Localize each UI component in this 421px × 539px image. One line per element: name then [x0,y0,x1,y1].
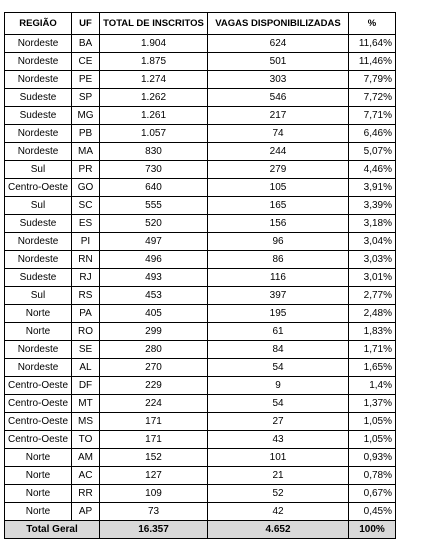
cell-vagas: 54 [208,359,349,377]
cell-vagas: 165 [208,197,349,215]
cell-total-inscritos: 1.262 [100,89,208,107]
cell-vagas: 156 [208,215,349,233]
cell-regiao: Nordeste [5,53,72,71]
cell-vagas: 84 [208,341,349,359]
cell-regiao: Sul [5,287,72,305]
cell-uf: RN [72,251,100,269]
cell-total-inscritos: 171 [100,431,208,449]
cell-total-inscritos: 224 [100,395,208,413]
table-row [5,377,396,395]
table-row [5,413,396,431]
cell-percent: 3,01% [349,269,396,287]
cell-total-inscritos: 1.875 [100,53,208,71]
table-row [5,233,396,251]
cell-total-inscritos: 497 [100,233,208,251]
cell-percent: 1,05% [349,431,396,449]
cell-vagas: 61 [208,323,349,341]
cell-total-inscritos: 299 [100,323,208,341]
cell-uf: MS [72,413,100,431]
table-row [5,431,396,449]
table-row [5,359,396,377]
cell-regiao: Sudeste [5,269,72,287]
table-row [5,125,396,143]
cell-regiao: Centro-Oeste [5,431,72,449]
table-container [4,12,396,539]
table-row [5,485,396,503]
table-row [5,71,396,89]
cell-regiao: Norte [5,323,72,341]
inscritos-table [4,12,396,539]
cell-percent: 1,4% [349,377,396,395]
table-row [5,449,396,467]
cell-vagas: 9 [208,377,349,395]
cell-regiao: Nordeste [5,71,72,89]
cell-percent: 7,71% [349,107,396,125]
cell-total-inscritos: 1.904 [100,35,208,53]
cell-uf: RS [72,287,100,305]
cell-total-inscritos: 1.057 [100,125,208,143]
total-label: Total Geral [5,521,100,539]
cell-total-inscritos: 127 [100,467,208,485]
total-vagas-cell: 4.652 [208,521,349,539]
cell-uf: AC [72,467,100,485]
cell-percent: 1,05% [349,413,396,431]
cell-uf: MA [72,143,100,161]
cell-total-inscritos: 555 [100,197,208,215]
cell-percent: 5,07% [349,143,396,161]
cell-vagas: 96 [208,233,349,251]
total-row [5,521,396,539]
cell-vagas: 52 [208,485,349,503]
cell-total-inscritos: 73 [100,503,208,521]
cell-total-inscritos: 640 [100,179,208,197]
cell-vagas: 27 [208,413,349,431]
table-row [5,269,396,287]
cell-regiao: Nordeste [5,251,72,269]
cell-percent: 0,45% [349,503,396,521]
cell-percent: 6,46% [349,125,396,143]
cell-percent: 0,67% [349,485,396,503]
header-uf: UF [72,13,100,35]
cell-uf: PI [72,233,100,251]
cell-total-inscritos: 1.274 [100,71,208,89]
cell-total-inscritos: 109 [100,485,208,503]
table-body [5,35,396,539]
cell-percent: 3,04% [349,233,396,251]
cell-total-inscritos: 493 [100,269,208,287]
cell-percent: 1,71% [349,341,396,359]
table-row [5,503,396,521]
cell-total-inscritos: 520 [100,215,208,233]
cell-total-inscritos: 229 [100,377,208,395]
cell-percent: 11,46% [349,53,396,71]
cell-regiao: Norte [5,305,72,323]
table-row [5,467,396,485]
table-row [5,35,396,53]
table-row [5,323,396,341]
cell-vagas: 624 [208,35,349,53]
cell-regiao: Norte [5,467,72,485]
cell-percent: 2,77% [349,287,396,305]
cell-percent: 4,46% [349,161,396,179]
cell-regiao: Centro-Oeste [5,377,72,395]
cell-total-inscritos: 830 [100,143,208,161]
cell-uf: MG [72,107,100,125]
table-row [5,341,396,359]
table-row [5,197,396,215]
cell-uf: PB [72,125,100,143]
cell-uf: MT [72,395,100,413]
cell-vagas: 43 [208,431,349,449]
cell-percent: 2,48% [349,305,396,323]
table-row [5,251,396,269]
cell-total-inscritos: 730 [100,161,208,179]
cell-uf: SE [72,341,100,359]
cell-percent: 3,18% [349,215,396,233]
header-regiao: REGIÃO [5,13,72,35]
cell-vagas: 74 [208,125,349,143]
cell-uf: ES [72,215,100,233]
cell-vagas: 279 [208,161,349,179]
cell-vagas: 303 [208,71,349,89]
table-row [5,287,396,305]
table-row [5,215,396,233]
cell-vagas: 195 [208,305,349,323]
cell-total-inscritos: 280 [100,341,208,359]
cell-uf: RO [72,323,100,341]
cell-uf: TO [72,431,100,449]
cell-percent: 0,93% [349,449,396,467]
cell-vagas: 244 [208,143,349,161]
cell-regiao: Nordeste [5,233,72,251]
cell-percent: 7,79% [349,71,396,89]
cell-regiao: Norte [5,449,72,467]
table-row [5,179,396,197]
cell-uf: RR [72,485,100,503]
cell-vagas: 86 [208,251,349,269]
total-inscritos-cell: 16.357 [100,521,208,539]
cell-regiao: Centro-Oeste [5,395,72,413]
cell-uf: PR [72,161,100,179]
cell-uf: SC [72,197,100,215]
cell-uf: RJ [72,269,100,287]
cell-regiao: Sudeste [5,215,72,233]
cell-regiao: Nordeste [5,35,72,53]
cell-percent: 7,72% [349,89,396,107]
cell-regiao: Nordeste [5,143,72,161]
cell-vagas: 54 [208,395,349,413]
cell-uf: AP [72,503,100,521]
cell-regiao: Sudeste [5,107,72,125]
cell-regiao: Centro-Oeste [5,413,72,431]
header-percent: % [349,13,396,35]
total-percent-cell: 100% [349,521,396,539]
table-row [5,161,396,179]
cell-regiao: Nordeste [5,125,72,143]
cell-total-inscritos: 152 [100,449,208,467]
cell-percent: 11,64% [349,35,396,53]
cell-vagas: 105 [208,179,349,197]
cell-regiao: Norte [5,503,72,521]
cell-uf: AL [72,359,100,377]
cell-vagas: 101 [208,449,349,467]
header-vagas: VAGAS DISPONIBILIZADAS [208,13,349,35]
cell-uf: BA [72,35,100,53]
table-row [5,305,396,323]
cell-vagas: 546 [208,89,349,107]
header-row [5,13,396,35]
cell-uf: CE [72,53,100,71]
cell-uf: PA [72,305,100,323]
table-row [5,53,396,71]
cell-total-inscritos: 453 [100,287,208,305]
cell-regiao: Norte [5,485,72,503]
table-row [5,89,396,107]
cell-regiao: Centro-Oeste [5,179,72,197]
cell-vagas: 501 [208,53,349,71]
table-row [5,395,396,413]
cell-vagas: 397 [208,287,349,305]
cell-total-inscritos: 270 [100,359,208,377]
cell-regiao: Sul [5,197,72,215]
cell-total-inscritos: 171 [100,413,208,431]
cell-total-inscritos: 496 [100,251,208,269]
cell-vagas: 21 [208,467,349,485]
cell-regiao: Sudeste [5,89,72,107]
cell-total-inscritos: 405 [100,305,208,323]
cell-vagas: 116 [208,269,349,287]
cell-percent: 1,65% [349,359,396,377]
cell-percent: 3,91% [349,179,396,197]
cell-percent: 1,83% [349,323,396,341]
cell-vagas: 217 [208,107,349,125]
cell-percent: 1,37% [349,395,396,413]
header-total-inscritos: TOTAL DE INSCRITOS [100,13,208,35]
cell-percent: 3,39% [349,197,396,215]
table-row [5,107,396,125]
cell-regiao: Nordeste [5,341,72,359]
cell-percent: 0,78% [349,467,396,485]
cell-regiao: Nordeste [5,359,72,377]
cell-uf: AM [72,449,100,467]
cell-uf: PE [72,71,100,89]
cell-uf: SP [72,89,100,107]
cell-uf: DF [72,377,100,395]
cell-total-inscritos: 1.261 [100,107,208,125]
cell-vagas: 42 [208,503,349,521]
cell-regiao: Sul [5,161,72,179]
cell-percent: 3,03% [349,251,396,269]
cell-uf: GO [72,179,100,197]
table-row [5,143,396,161]
